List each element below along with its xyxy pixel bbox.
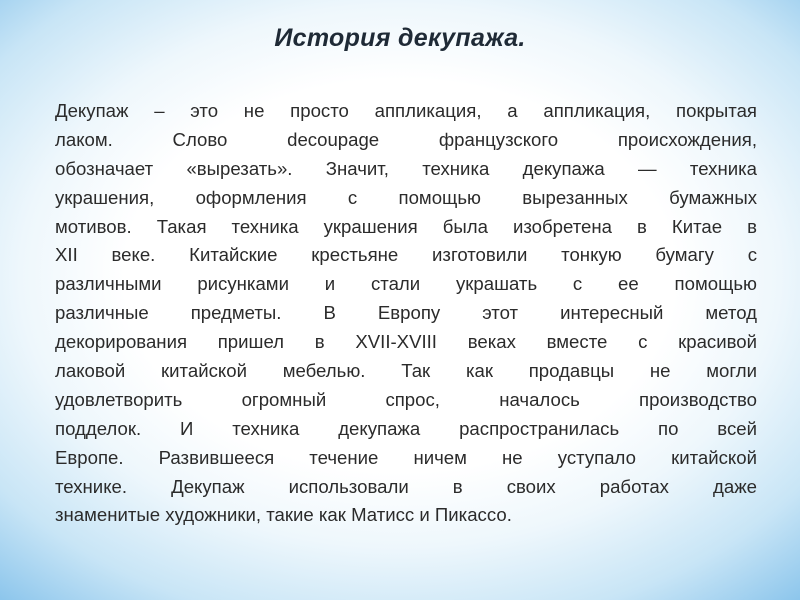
paragraph-line: декорирования пришел в XVII-XVIII веках вместе с красивой — [55, 331, 757, 353]
paragraph-line: подделок. И техника декупажа распространилась по всей — [55, 417, 757, 439]
paragraph-line: XII веке. Китайские крестьяне изготовили тонкую бумагу с — [55, 244, 757, 266]
paragraph-line: обозначает «вырезать». Значит, техника декупажа — техника — [55, 157, 757, 179]
paragraph-line: удовлетворить огромный спрос, началось производство — [55, 388, 757, 410]
paragraph-line: технике. Декупаж использовали в своих работах даже — [55, 475, 757, 497]
paragraph-line: украшения, оформления с помощью вырезанных бумажных — [55, 186, 757, 208]
paragraph-line: мотивов. Такая техника украшения была изобретена в Китае в — [55, 215, 757, 237]
paragraph-line: лаком. Слово decoupage французского происхождения, — [55, 128, 757, 150]
paragraph-line: лаковой китайской мебелью. Так как продавцы не могли — [55, 360, 757, 382]
paragraph-line: знаменитые художники, такие как Матисс и Пикассо. — [55, 504, 512, 526]
paragraph-line: различные предметы. В Европу этот интересный метод — [55, 302, 757, 324]
paragraph-line: Декупаж – это не просто аппликация, а аппликация, покрытая — [55, 100, 757, 121]
paragraph-line: различными рисунками и стали украшать с ее помощью — [55, 273, 757, 295]
paragraph-line: Европе. Развившееся течение ничем не уступало китайской — [55, 446, 757, 468]
slide-title: История декупажа. — [274, 24, 526, 52]
body-paragraph — [55, 97, 757, 530]
